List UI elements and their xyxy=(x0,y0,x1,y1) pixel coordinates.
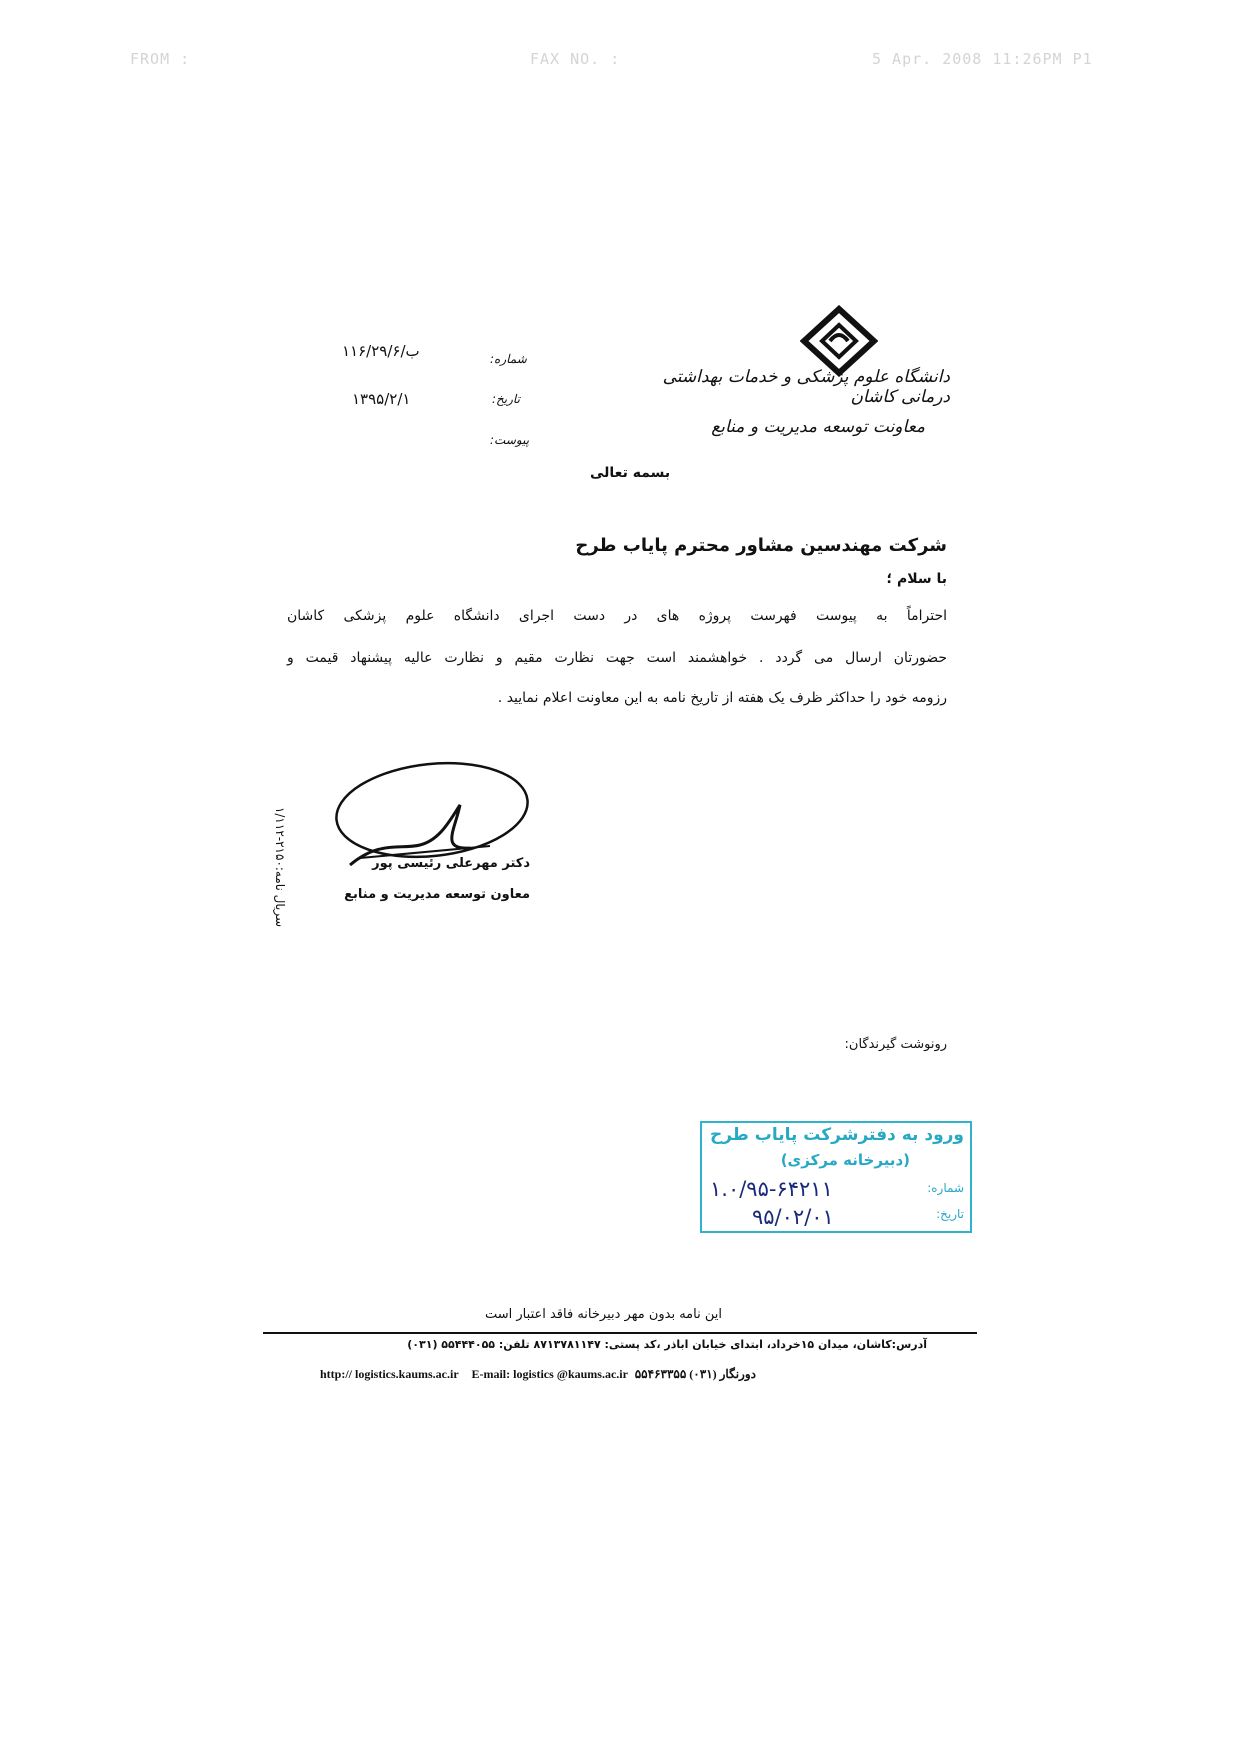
body-line-1: احتراماً به پیوست فهرست پروژه های در دست اجرای دانشگاه علوم پزشکی کاشان xyxy=(287,608,947,624)
deputy-name: معاونت توسعه مدیریت و منابع xyxy=(711,417,925,437)
footer-fax: دورنگار (۰۳۱) ۵۵۴۶۳۳۵۵ xyxy=(634,1367,756,1381)
stamp-number-value: ۱.۰/۹۵-۶۴۲۱۱ xyxy=(710,1177,833,1201)
greeting: با سلام ؛ xyxy=(886,571,947,587)
footer-contact xyxy=(320,1367,756,1382)
body-line-2: حضورتان ارسال می گردد . خواهشمند است جهت نظارت مقیم و نظارت عالیه پیشنهاد قیمت و xyxy=(287,650,947,666)
ref-number-label: شماره: xyxy=(490,352,527,366)
footer-rule xyxy=(263,1332,977,1334)
fax-number: FAX NO. : xyxy=(530,50,621,68)
signatory-name: دکتر مهرعلی رئیسی پور xyxy=(372,856,530,871)
footer-email[interactable]: E-mail: logistics @kaums.ac.ir xyxy=(471,1367,628,1381)
ref-date-label: تاریخ: xyxy=(492,392,520,406)
body-line-3: رزومه خود را حداکثر ظرف یک هفته از تاریخ نامه به این معاونت اعلام نمایید . xyxy=(497,690,947,706)
footer-address: آدرس:کاشان، میدان ۱۵خرداد، ابتدای خیابان اباذر ،کد پستی: ۸۷۱۳۷۸۱۱۴۷ تلفن: ۵۵۴۴۴۰۵۵ (۰۳۱) xyxy=(407,1338,927,1351)
validity-note: این نامه بدون مهر دبیرخانه فاقد اعتبار است xyxy=(485,1307,722,1322)
reception-stamp xyxy=(700,1121,972,1233)
signatory-title: معاون توسعه مدیریت و منابع xyxy=(344,887,530,902)
margin-serial-note: سریال نامه:۲۱۵۰-۱/۱۱۲ xyxy=(273,806,287,927)
bismillah: بسمه تعالی xyxy=(590,465,671,481)
footer-url[interactable]: http:// logistics.kaums.ac.ir xyxy=(320,1367,459,1381)
ref-date-value: ۱۳۹۵/۲/۱ xyxy=(352,390,411,408)
university-name: دانشگاه علوم پزشکی و خدمات بهداشتی درمانی کاشان xyxy=(662,367,950,407)
addressee: شرکت مهندسین مشاور محترم پایاب طرح xyxy=(575,535,947,556)
ref-number-value: ۱۱۶/۲۹/۶/ب xyxy=(342,342,420,360)
stamp-date-value: ۹۵/۰۲/۰۱ xyxy=(752,1205,834,1229)
fax-from: FROM : xyxy=(130,50,191,68)
cc-label: رونوشت گیرندگان: xyxy=(844,1037,947,1052)
stamp-date-label: تاریخ: xyxy=(936,1207,964,1221)
ref-attachment-label: پیوست: xyxy=(490,433,530,447)
stamp-line-1: ورود به دفترشرکت پایاب طرح xyxy=(709,1125,964,1145)
stamp-line-2: (دبیرخانه مرکزی) xyxy=(780,1151,910,1169)
stamp-number-label: شماره: xyxy=(927,1181,964,1195)
fax-datetime: 5 Apr. 2008 11:26PM P1 xyxy=(872,50,1093,68)
